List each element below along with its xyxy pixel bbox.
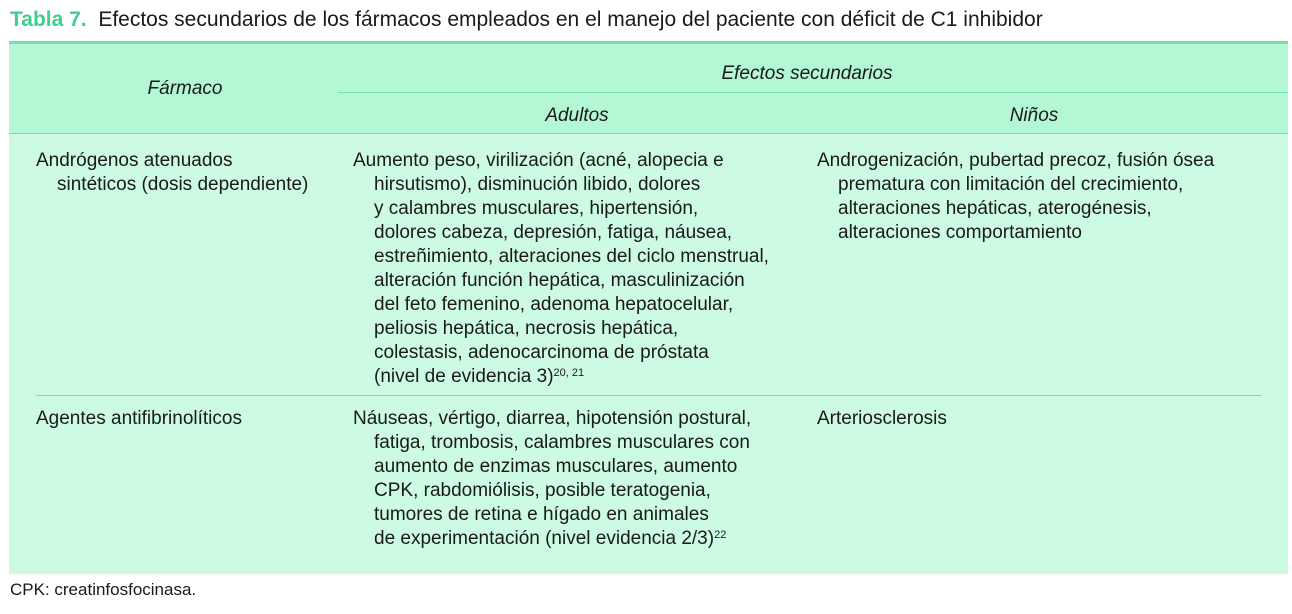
table-cell-line: tumores de retina e hígado en animales — [374, 504, 709, 525]
table-cell-line: peliosis hepática, necrosis hepática, — [374, 318, 679, 339]
table-cell-line: y calambres musculares, hipertensión, — [374, 198, 699, 219]
row-divider — [36, 395, 1261, 396]
table-cell-line: CPK, rabdomiólisis, posible teratogenia, — [374, 480, 711, 501]
table-cell-line: fatiga, trombosis, calambres musculares con — [374, 432, 750, 453]
table-cell-line: Aumento peso, virilización (acné, alopecia e — [353, 150, 724, 171]
header-farmaco: Fármaco — [147, 78, 223, 99]
table-cell-line: sintéticos (dosis dependiente) — [57, 174, 309, 195]
table-cell-line: hirsutismo), disminución libido, dolores — [374, 174, 701, 195]
header-divider — [338, 92, 1288, 93]
table-caption — [10, 8, 1043, 32]
table-cell-line: estreñimiento, alteraciones del ciclo menstrual, — [374, 246, 769, 267]
table-cell-line: Náuseas, vértigo, diarrea, hipotensión postural, — [353, 408, 752, 429]
row-1-ninos — [817, 149, 1214, 245]
table-cell-line: dolores cabeza, depresión, fatiga, náusea, — [374, 222, 733, 243]
table-cell-line: alteraciones hepáticas, aterogénesis, — [838, 198, 1152, 219]
table-cell-line: Andrógenos atenuados — [36, 150, 233, 171]
table-cell-line: alteración función hepática, masculinización — [374, 270, 745, 291]
side-effects-table — [9, 41, 1288, 574]
header-efectos-secundarios: Efectos secundarios — [721, 63, 893, 84]
reference-superscript: 20, 21 — [553, 367, 585, 379]
row-1-farmaco — [36, 149, 308, 197]
table-title: Efectos secundarios de los fármacos empleados en el manejo del paciente con déficit de C1 inhibidor — [98, 8, 1043, 31]
table-cell-line: colestasis, adenocarcinoma de próstata — [374, 342, 709, 363]
table-cell-line: aumento de enzimas musculares, aumento — [374, 456, 738, 477]
table-cell-line: Agentes antifibrinolíticos — [36, 408, 242, 429]
table-cell-line: prematura con limitación del crecimiento, — [838, 174, 1184, 195]
row-1-adultos — [353, 149, 769, 389]
table-cell-line: (nivel de evidencia 3) — [374, 366, 554, 387]
table-footnote: CPK: creatinfosfocinasa. — [10, 580, 197, 599]
table-cell-line: Arteriosclerosis — [817, 408, 947, 429]
reference-superscript: 22 — [714, 529, 727, 541]
table-cell-line: Androgenización, pubertad precoz, fusión ósea — [817, 150, 1215, 171]
table-cell-line: de experimentación (nivel evidencia 2/3) — [374, 528, 715, 549]
header-ninos: Niños — [1009, 105, 1059, 126]
row-2-ninos — [817, 407, 947, 431]
table-cell-line: del feto femenino, adenoma hepatocelular, — [374, 294, 734, 315]
header-adultos: Adultos — [545, 105, 609, 126]
row-2-adultos — [353, 407, 751, 551]
table-number: Tabla 7. — [10, 8, 87, 31]
table-cell-line: alteraciones comportamiento — [838, 222, 1082, 243]
row-2-farmaco — [36, 407, 242, 431]
